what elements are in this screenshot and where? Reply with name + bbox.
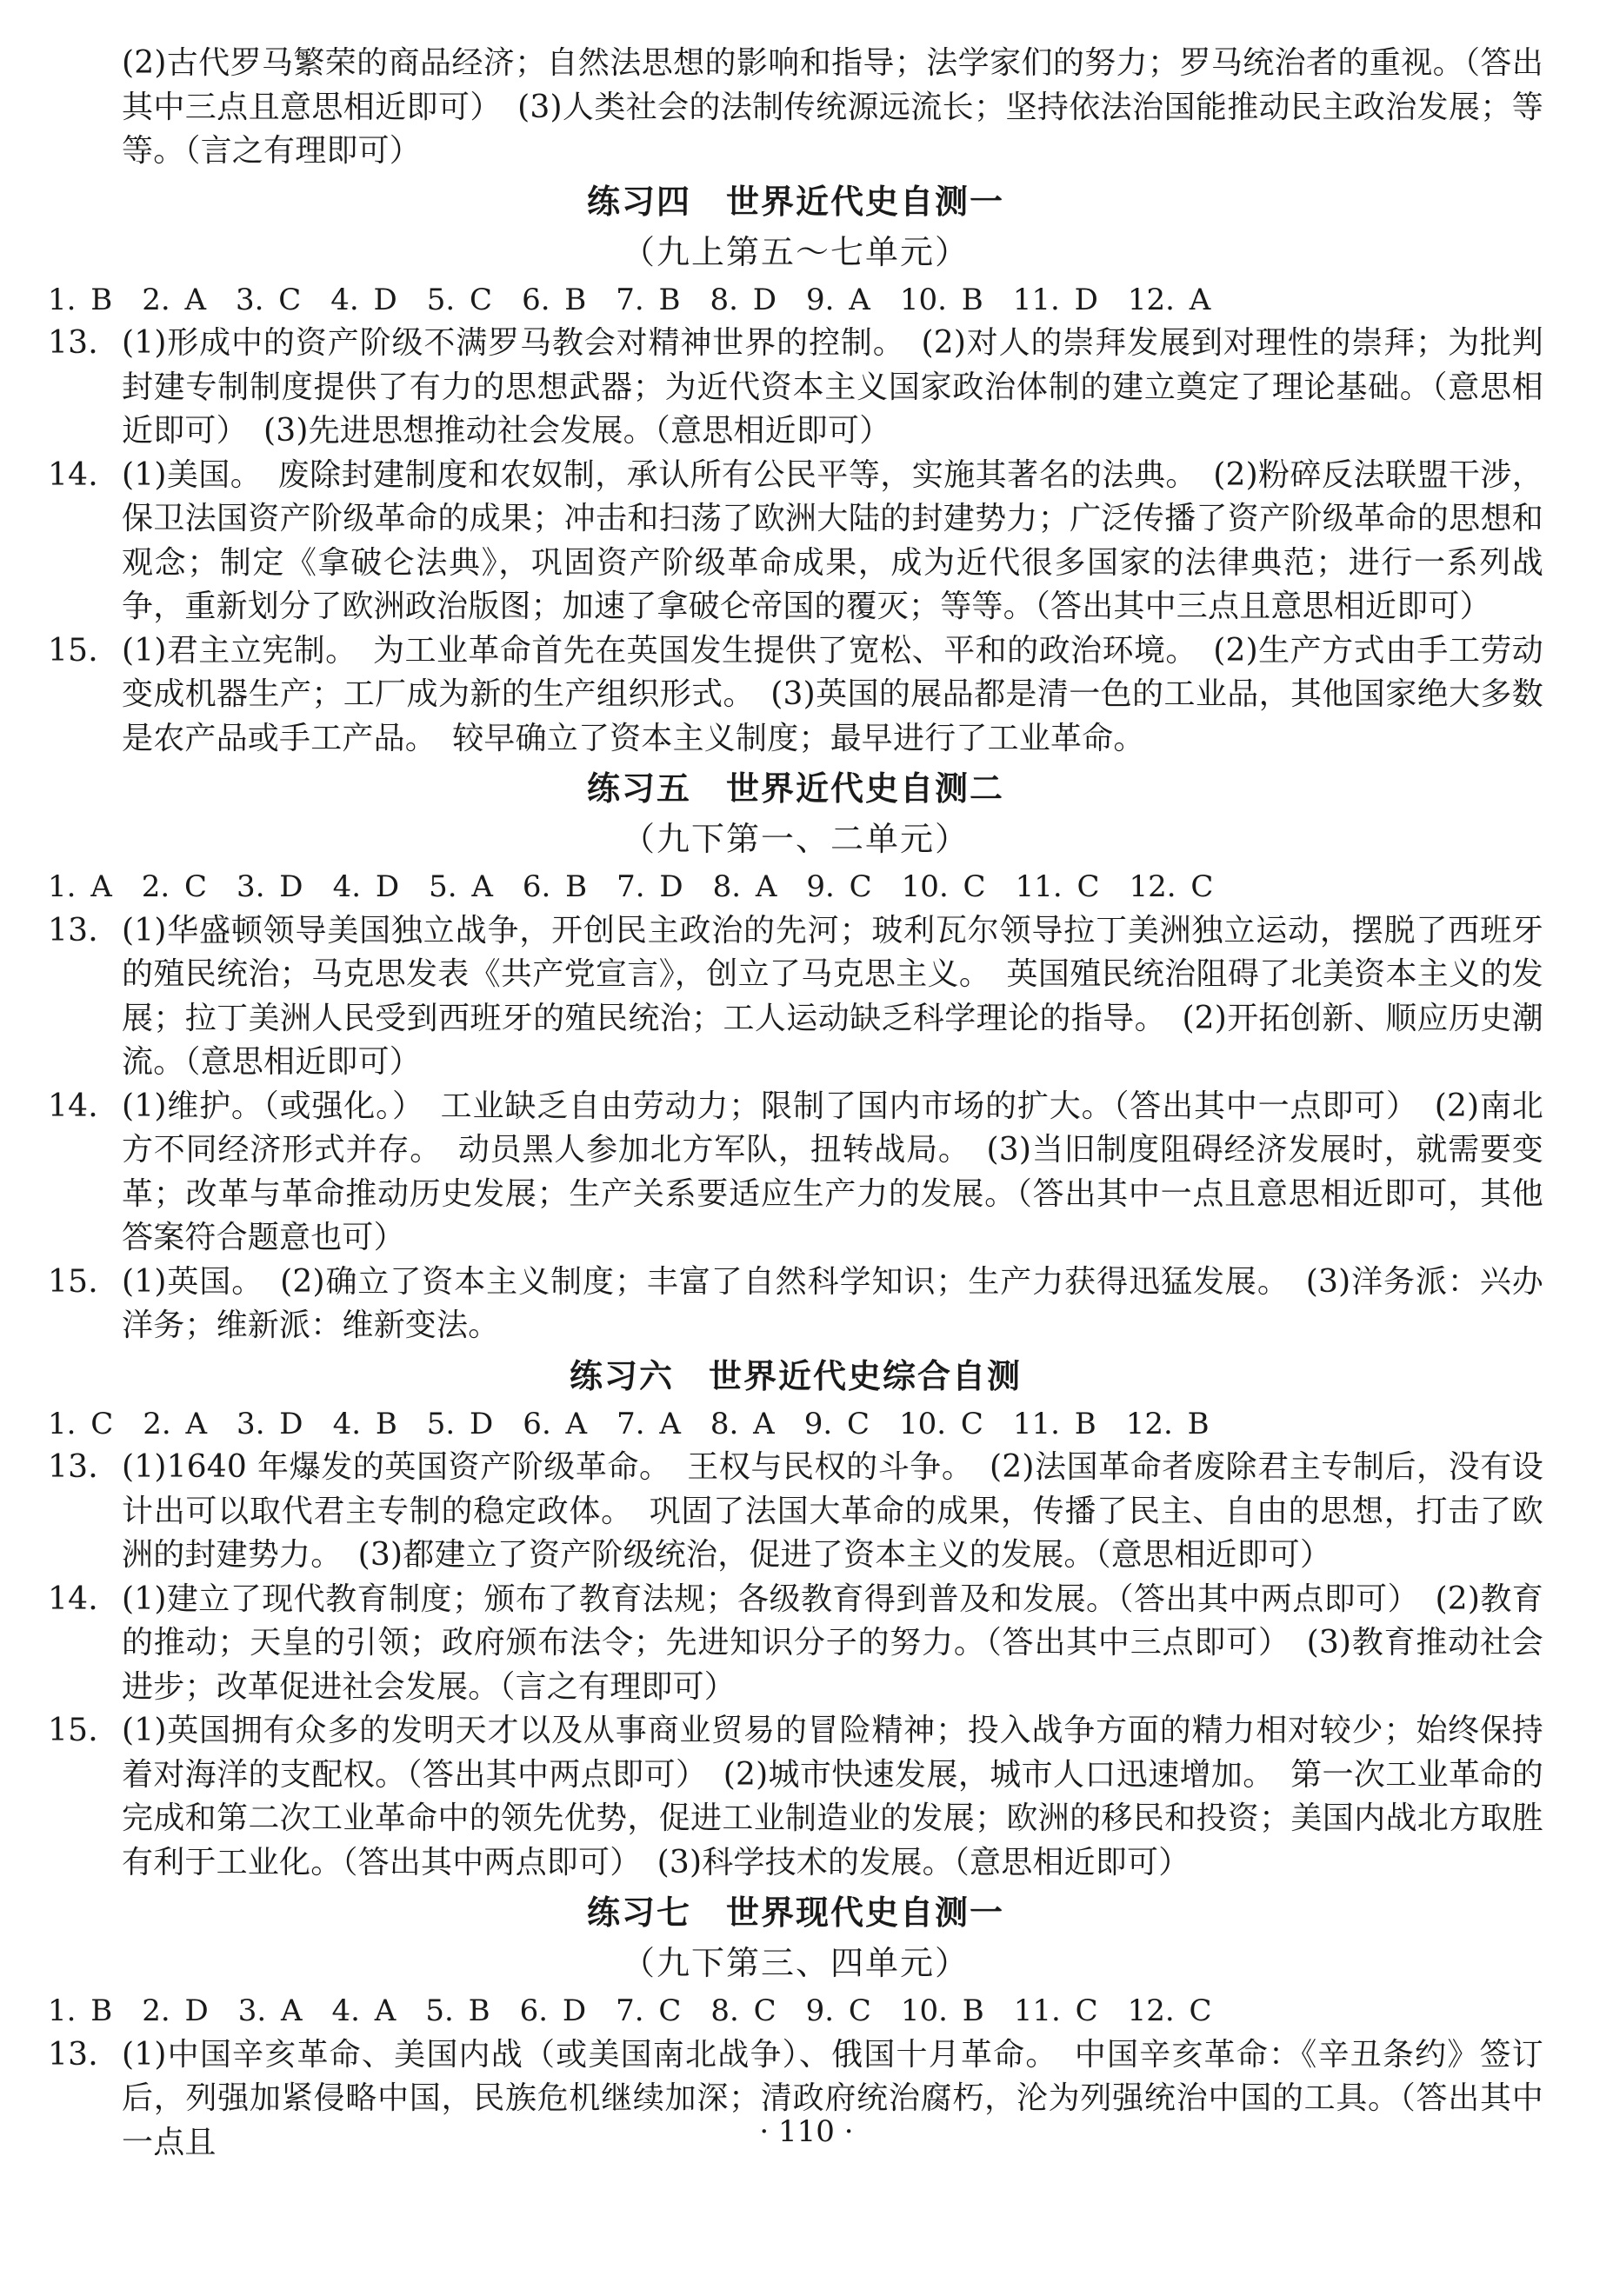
question-13-answer bbox=[48, 1446, 1543, 1578]
answer-text: (1)英国拥有众多的发明天才以及从事商业贸易的冒险精神；投入战争方面的精力相对较少；始终保持着对海洋的支配权。（答出其中两点即可） (2)城市快速发展，城市人口迅速增加。 第一次工业革命的完成和第二次工业革命中的领先优势，促进工业制造业的发展；欧洲的移民和投资；美国内战北方取胜有利于工业化。（答出其中两点即可） (3)科学技术的发展。（意思相近即可） bbox=[122, 1713, 1543, 1880]
answer-text: (1)君主立宪制。 为工业革命首先在英国发生提供了宽松、平和的政治环境。 (2)生产方式由手工劳动变成机器生产；工厂成为新的生产组织形式。 (3)英国的展品都是清一色的工业品，其他国家绝大多数是农产品或手工产品。 较早确立了资本主义制度；最早进行了工业革命。 bbox=[122, 632, 1543, 756]
question-15-answer bbox=[48, 629, 1543, 762]
section-title: 练习四 世界近代史自测一 bbox=[586, 182, 1004, 221]
question-number: 15. bbox=[48, 1713, 98, 1748]
answer-text: (1)华盛顿领导美国独立战争，开创民主政治的先河；玻利瓦尔领导拉丁美洲独立运动，摆脱了西班牙的殖民统治；马克思发表《共产党宣言》，创立了马克思主义。 英国殖民统治阻碍了北美资本主义的发展；拉丁美洲人民受到西班牙的殖民统治；工人运动缺乏科学理论的指导。 (2)开拓创新、顺应历史潮流。（意思相近即可） bbox=[122, 912, 1543, 1080]
question-13-answer bbox=[48, 909, 1543, 1085]
section-exercise-6 bbox=[48, 1350, 1543, 1886]
multiple-choice-answers: 1. B 2. A 3. C 4. D 5. C 6. B 7. B 8. D 9. A 10. B 11. D 12. A bbox=[48, 282, 1211, 317]
question-number: 13. bbox=[48, 1449, 98, 1485]
multiple-choice-answers: 1. A 2. C 3. D 4. D 5. A 6. B 7. D 8. A 9. C 10. C 11. C 12. C bbox=[48, 869, 1214, 904]
question-13-answer bbox=[48, 322, 1543, 454]
section-exercise-5 bbox=[48, 762, 1543, 1348]
answer-text: (1)1640 年爆发的英国资产阶级革命。 王权与民权的斗争。 (2)法国革命者废除君主专制后，没有设计出可以取代君主专制的稳定政体。 巩固了法国大革命的成果，传播了民主、自由的思想，打击了欧洲的封建势力。 (3)都建立了资产阶级统治，促进了资本主义的发展。（意思相近即可） bbox=[122, 1449, 1543, 1573]
question-number: 15. bbox=[48, 632, 98, 669]
question-number: 14. bbox=[48, 1581, 98, 1617]
answer-text: (1)建立了现代教育制度；颁布了教育法规；各级教育得到普及和发展。（答出其中两点即可） (2)教育的推动；天皇的引领；政府颁布法令；先进知识分子的努力。（答出其中三点即可） (3)教育推动社会进步；改革促进社会发展。（言之有理即可） bbox=[122, 1581, 1543, 1705]
multiple-choice-answers: 1. B 2. D 3. A 4. A 5. B 6. D 7. C 8. C 9. C 10. B 11. C 12. C bbox=[48, 1993, 1212, 2028]
section-subtitle: （九下第三、四单元） bbox=[621, 1944, 970, 1982]
continued-answer: (2)古代罗马繁荣的商品经济；自然法思想的影响和指导；法学家们的努力；罗马统治者的重视。（答出其中三点且意思相近即可） (3)人类社会的法制传统源远流长；坚持依法治国能推动民主政治发展；等等。（言之有理即可） bbox=[122, 45, 1543, 169]
question-14-answer bbox=[48, 454, 1543, 629]
multiple-choice-answers: 1. C 2. A 3. D 4. B 5. D 6. A 7. A 8. A 9. C 10. C 11. B 12. B bbox=[48, 1406, 1210, 1441]
question-15-answer bbox=[48, 1709, 1543, 1885]
page-number: · 110 · bbox=[759, 2114, 854, 2149]
section-title: 练习五 世界近代史自测二 bbox=[586, 769, 1004, 808]
section-title: 练习七 世界现代史自测一 bbox=[586, 1893, 1004, 1932]
answer-text: (1)形成中的资产阶级不满罗马教会对精神世界的控制。 (2)对人的崇拜发展到对理性的崇拜；为批判封建专制制度提供了有力的思想武器；为近代资本主义国家政治体制的建立奠定了理论基础。（意思相近即可） (3)先进思想推动社会发展。（意思相近即可） bbox=[122, 325, 1543, 449]
answer-page bbox=[48, 42, 1543, 2165]
answer-text: (1)中国辛亥革命、美国内战（或美国南北战争）、俄国十月革命。 中国辛亥革命：《辛丑条约》签订后，列强加紧侵略中国，民族危机继续加深；清政府统治腐朽，沦为列强统治中国的工具。（答出其中一点且 bbox=[122, 2036, 1543, 2160]
answer-text: (1)维护。（或强化。） 工业缺乏自由劳动力；限制了国内市场的扩大。（答出其中一点即可） (2)南北方不同经济形式并存。 动员黑人参加北方军队，扭转战局。 (3)当旧制度阻碍经济发展时，就需要变革；改革与革命推动历史发展；生产关系要适应生产力的发展。（答出其中一点且意思相近即可，其他答案符合题意也可） bbox=[122, 1088, 1543, 1255]
question-15-answer bbox=[48, 1261, 1543, 1348]
question-number: 13. bbox=[48, 325, 98, 361]
section-title: 练习六 世界近代史综合自测 bbox=[569, 1356, 1022, 1395]
question-number: 13. bbox=[48, 2036, 98, 2073]
section-subtitle: （九下第一、二单元） bbox=[621, 820, 970, 858]
question-number: 15. bbox=[48, 1263, 98, 1300]
section-subtitle: （九上第五～七单元） bbox=[621, 232, 970, 271]
question-number: 14. bbox=[48, 1088, 98, 1124]
question-14-answer bbox=[48, 1578, 1543, 1710]
answer-text: (1)英国。 (2)确立了资本主义制度；丰富了自然科学知识；生产力获得迅猛发展。 (3)洋务派：兴办洋务；维新派：维新变法。 bbox=[122, 1263, 1543, 1343]
section-exercise-4 bbox=[48, 176, 1543, 762]
answer-text: (1)美国。 废除封建制度和农奴制，承认所有公民平等，实施其著名的法典。 (2)粉碎反法联盟干涉，保卫法国资产阶级革命的成果；冲击和扫荡了欧洲大陆的封建势力；广泛传播了资产阶级革命的思想和观念；制定《拿破仑法典》，巩固资产阶级革命成果，成为近代很多国家的法律典范；进行一系列战争，重新划分了欧洲政治版图；加速了拿破仑帝国的覆灭；等等。（答出其中三点且意思相近即可） bbox=[122, 456, 1543, 624]
question-number: 14. bbox=[48, 456, 98, 493]
question-number: 13. bbox=[48, 912, 98, 948]
question-14-answer bbox=[48, 1085, 1543, 1261]
